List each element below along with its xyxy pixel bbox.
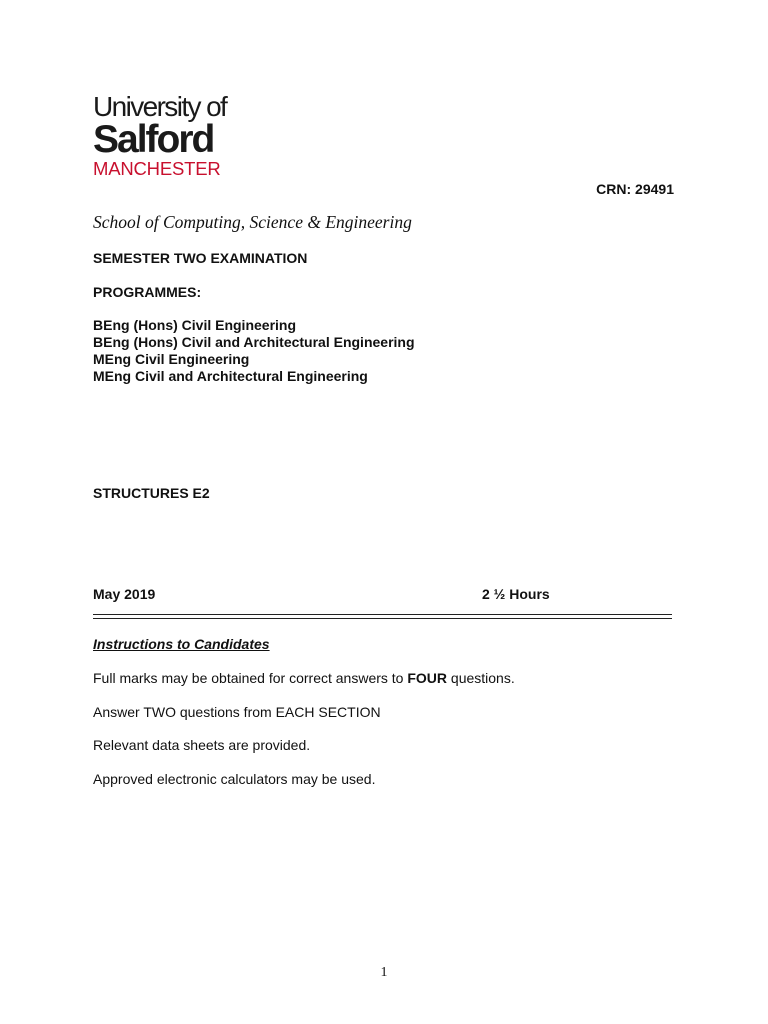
divider-bottom bbox=[93, 618, 672, 619]
crn-number: CRN: 29491 bbox=[596, 181, 674, 197]
page-number: 1 bbox=[380, 965, 388, 980]
logo-salford: Salford bbox=[93, 118, 214, 161]
instruction-calculators: Approved electronic calculators may be used. bbox=[93, 771, 376, 787]
programme-item: MEng Civil and Architectural Engineering bbox=[93, 368, 368, 384]
programme-item: BEng (Hons) Civil and Architectural Engineering bbox=[93, 334, 415, 350]
instruction-data-sheets: Relevant data sheets are provided. bbox=[93, 737, 311, 753]
logo-university-of: University of bbox=[93, 91, 227, 122]
module-title: STRUCTURES E2 bbox=[93, 485, 210, 501]
instruction-answer-two: Answer TWO questions from EACH SECTION bbox=[93, 704, 381, 720]
school-name: School of Computing, Science & Engineering bbox=[93, 212, 412, 232]
instruction-full-marks bbox=[93, 670, 515, 687]
exam-date: May 2019 bbox=[93, 586, 156, 602]
instruction-text: questions. bbox=[447, 670, 515, 686]
instruction-emphasis: FOUR bbox=[407, 670, 448, 686]
logo-manchester: MANCHESTER bbox=[93, 158, 221, 179]
instruction-text: Full marks may be obtained for correct answers to bbox=[93, 670, 408, 686]
programmes-label: PROGRAMMES: bbox=[93, 284, 202, 300]
instructions-heading: Instructions to Candidates bbox=[93, 636, 270, 652]
exam-title: SEMESTER TWO EXAMINATION bbox=[93, 250, 308, 266]
divider-top bbox=[93, 614, 672, 615]
programme-item: BEng (Hons) Civil Engineering bbox=[93, 317, 297, 333]
university-logo bbox=[93, 92, 253, 180]
exam-duration: 2 ½ Hours bbox=[482, 586, 550, 602]
programme-item: MEng Civil Engineering bbox=[93, 351, 250, 367]
